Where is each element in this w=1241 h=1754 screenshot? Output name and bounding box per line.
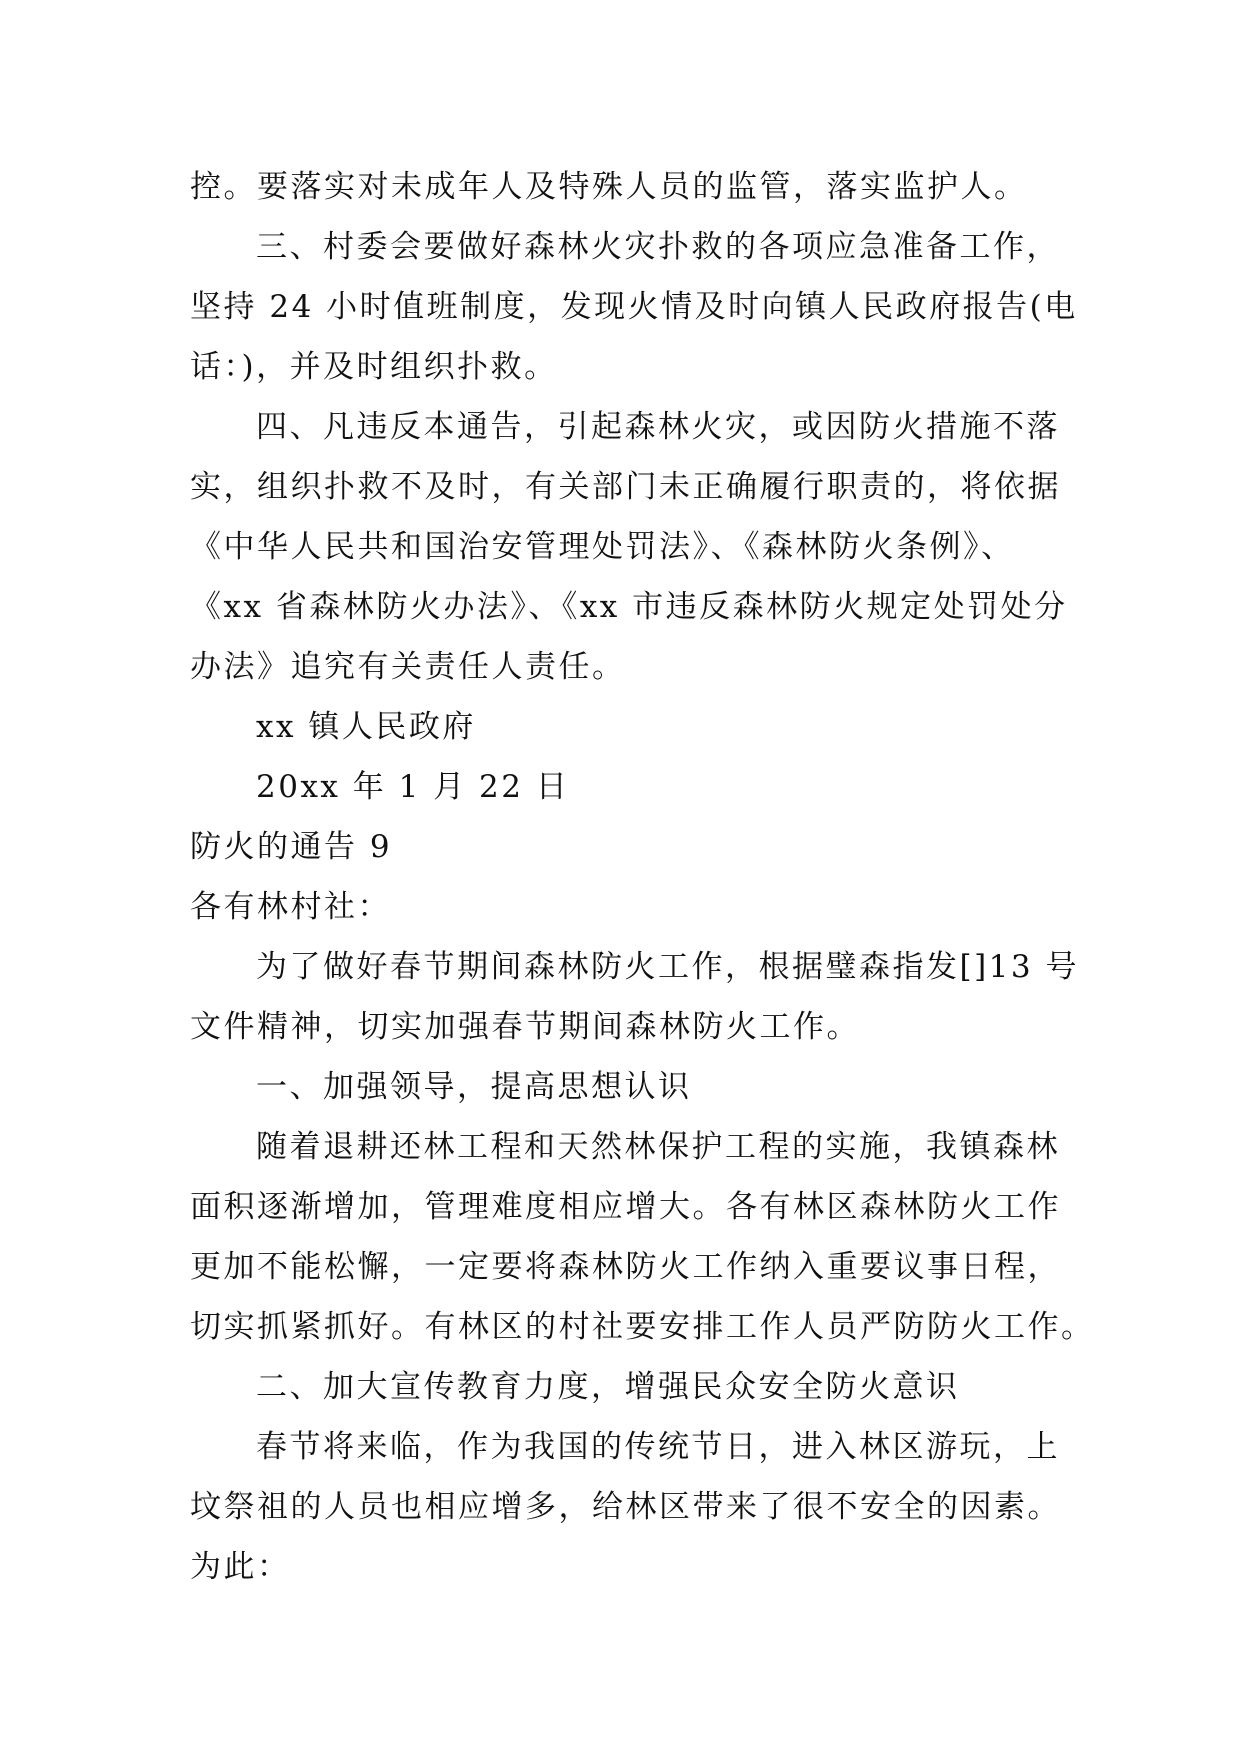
salutation: 各有林村社： (190, 889, 391, 925)
text-line: 话：)，并及时组织扑救。 (190, 349, 558, 385)
subheading: 二、加大宣传教育力度，增强民众安全防火意识 (256, 1369, 960, 1405)
text-line: 更加不能松懈，一定要将森林防火工作纳入重要议事日程， (190, 1249, 1061, 1285)
text-line: 为此： (190, 1549, 291, 1585)
text-line: 实，组织扑救不及时，有关部门未正确履行职责的，将依据 (190, 469, 1061, 505)
text-line: 控。要落实对未成年人及特殊人员的监管，落实监护人。 (190, 169, 1028, 205)
text-line: 切实抓紧抓好。有林区的村社要安排工作人员严防防火工作。 (190, 1309, 1095, 1345)
signature-org: xx 镇人民政府 (256, 709, 476, 745)
section-title: 防火的通告 9 (190, 829, 393, 865)
text-line: 为了做好春节期间森林防火工作，根据璧森指发[]13 号 (256, 949, 1079, 985)
text-line: 三、村委会要做好森林火灾扑救的各项应急准备工作， (256, 229, 1060, 265)
text-line: 坟祭祖的人员也相应增多，给林区带来了很不安全的因素。 (190, 1489, 1061, 1525)
text-line: 《xx 省森林防火办法》、《xx 市违反森林防火规定处罚处分 (190, 589, 1068, 625)
text-line: 四、凡违反本通告，引起森林火灾，或因防火措施不落 (256, 409, 1060, 445)
text-line: 文件精神，切实加强春节期间森林防火工作。 (190, 1009, 860, 1045)
text-line: 坚持 24 小时值班制度，发现火情及时向镇人民政府报告(电 (190, 289, 1078, 325)
text-line: 办法》追究有关责任人责任。 (190, 649, 626, 685)
text-line: 春节将来临，作为我国的传统节日，进入林区游玩，上 (256, 1429, 1060, 1465)
signature-date: 20xx 年 1 月 22 日 (256, 769, 570, 805)
text-line: 《中华人民共和国治安管理处罚法》、《森林防火条例》、 (190, 529, 1015, 565)
subheading: 一、加强领导，提高思想认识 (256, 1069, 692, 1105)
text-line: 面积逐渐增加，管理难度相应增大。各有林区森林防火工作 (190, 1189, 1061, 1225)
text-line: 随着退耕还林工程和天然林保护工程的实施，我镇森林 (256, 1129, 1060, 1165)
